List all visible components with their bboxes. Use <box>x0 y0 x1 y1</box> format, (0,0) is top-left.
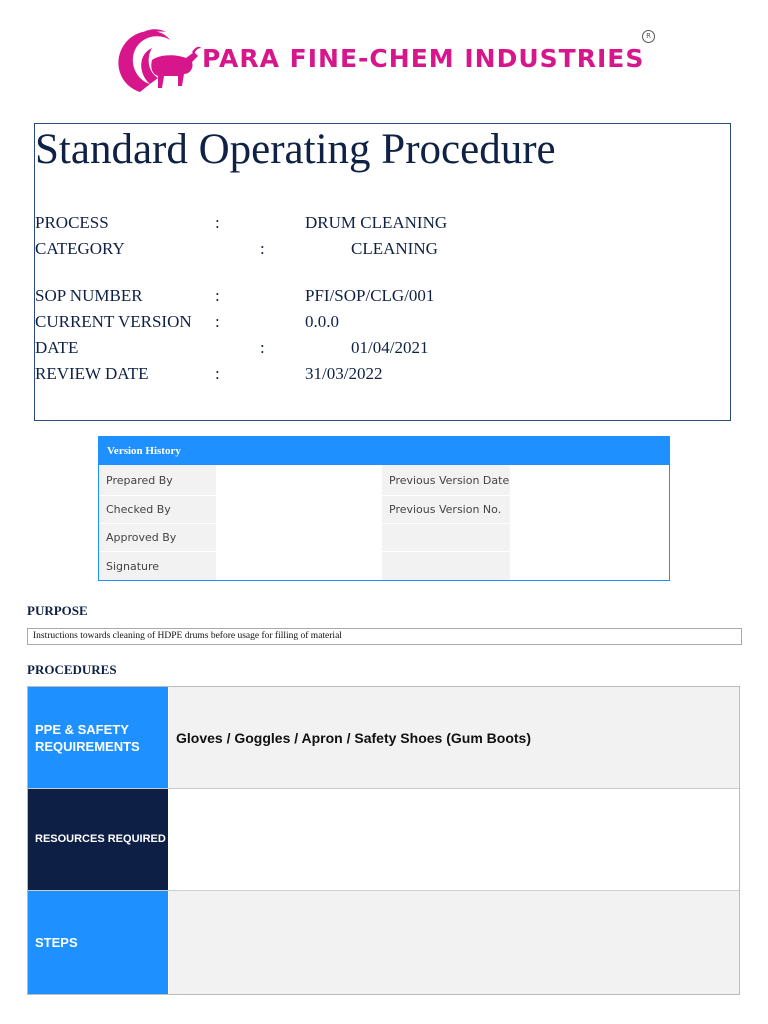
steps-value <box>169 891 739 994</box>
version-history-title: Version History <box>99 437 669 465</box>
checked-by-label: Checked By <box>99 496 216 523</box>
approved-by-value[interactable] <box>217 524 381 551</box>
sop-field-label: SOP NUMBER <box>35 286 143 305</box>
purpose-heading: PURPOSE <box>27 603 88 618</box>
empty-value-cell <box>511 552 669 580</box>
version-history-table <box>98 436 670 581</box>
sop-header-box <box>34 123 731 421</box>
sop-field-separator: : <box>215 286 220 305</box>
empty-value-cell <box>511 524 669 551</box>
company-logo <box>110 22 670 104</box>
prepared-by-value[interactable] <box>217 465 381 495</box>
sop-field-label: PROCESS <box>35 213 109 232</box>
signature-label: Signature <box>99 552 216 580</box>
winged-bull-icon <box>110 22 202 104</box>
steps-label: STEPS <box>28 891 168 994</box>
previous-version-no-label: Previous Version No. <box>382 496 510 523</box>
previous-version-no-value[interactable] <box>511 496 669 523</box>
sop-field-separator: : <box>215 213 220 232</box>
sop-field-separator: : <box>260 338 265 357</box>
sop-field-value: DRUM CLEANING <box>305 213 448 232</box>
sop-field-separator: : <box>215 312 220 331</box>
procedure-row-resources <box>28 789 739 891</box>
empty-label-cell <box>382 524 510 551</box>
previous-version-date-label: Previous Version Date <box>382 465 510 495</box>
sop-title: Standard Operating Procedure <box>35 126 556 173</box>
procedures-heading: PROCEDURES <box>27 662 117 677</box>
empty-label-cell <box>382 552 510 580</box>
ppe-safety-value: Gloves / Goggles / Apron / Safety Shoes (Gum Boots) <box>169 687 739 788</box>
sop-field-label: CURRENT VERSION <box>35 312 192 331</box>
sop-field-value: PFI/SOP/CLG/001 <box>305 286 435 305</box>
sop-field-value: 01/04/2021 <box>351 338 429 357</box>
procedure-row-ppe <box>28 687 739 789</box>
registered-mark: R <box>642 30 655 43</box>
checked-by-value[interactable] <box>217 496 381 523</box>
sop-field-value: 31/03/2022 <box>305 364 383 383</box>
sop-field-value: 0.0.0 <box>305 312 339 331</box>
sop-field-separator: : <box>215 364 220 383</box>
purpose-text: Instructions towards cleaning of HDPE drums before usage for filling of material <box>27 628 742 645</box>
sop-field-label: CATEGORY <box>35 239 125 258</box>
sop-field-value: CLEANING <box>351 239 438 258</box>
resources-required-value <box>169 789 739 890</box>
resources-required-label: RESOURCES REQUIRED <box>28 789 168 890</box>
sop-field-label: REVIEW DATE <box>35 364 149 383</box>
previous-version-date-value[interactable] <box>511 465 669 495</box>
sop-field-label: DATE <box>35 338 79 357</box>
signature-value[interactable] <box>217 552 381 580</box>
company-name: PARA FINE-CHEM INDUSTRIES <box>202 44 645 73</box>
procedure-row-steps <box>28 891 739 994</box>
approved-by-label: Approved By <box>99 524 216 551</box>
sop-field-separator: : <box>260 239 265 258</box>
procedures-table <box>27 686 740 995</box>
prepared-by-label: Prepared By <box>99 465 216 495</box>
ppe-safety-label: PPE & SAFETY REQUIREMENTS <box>28 687 168 788</box>
